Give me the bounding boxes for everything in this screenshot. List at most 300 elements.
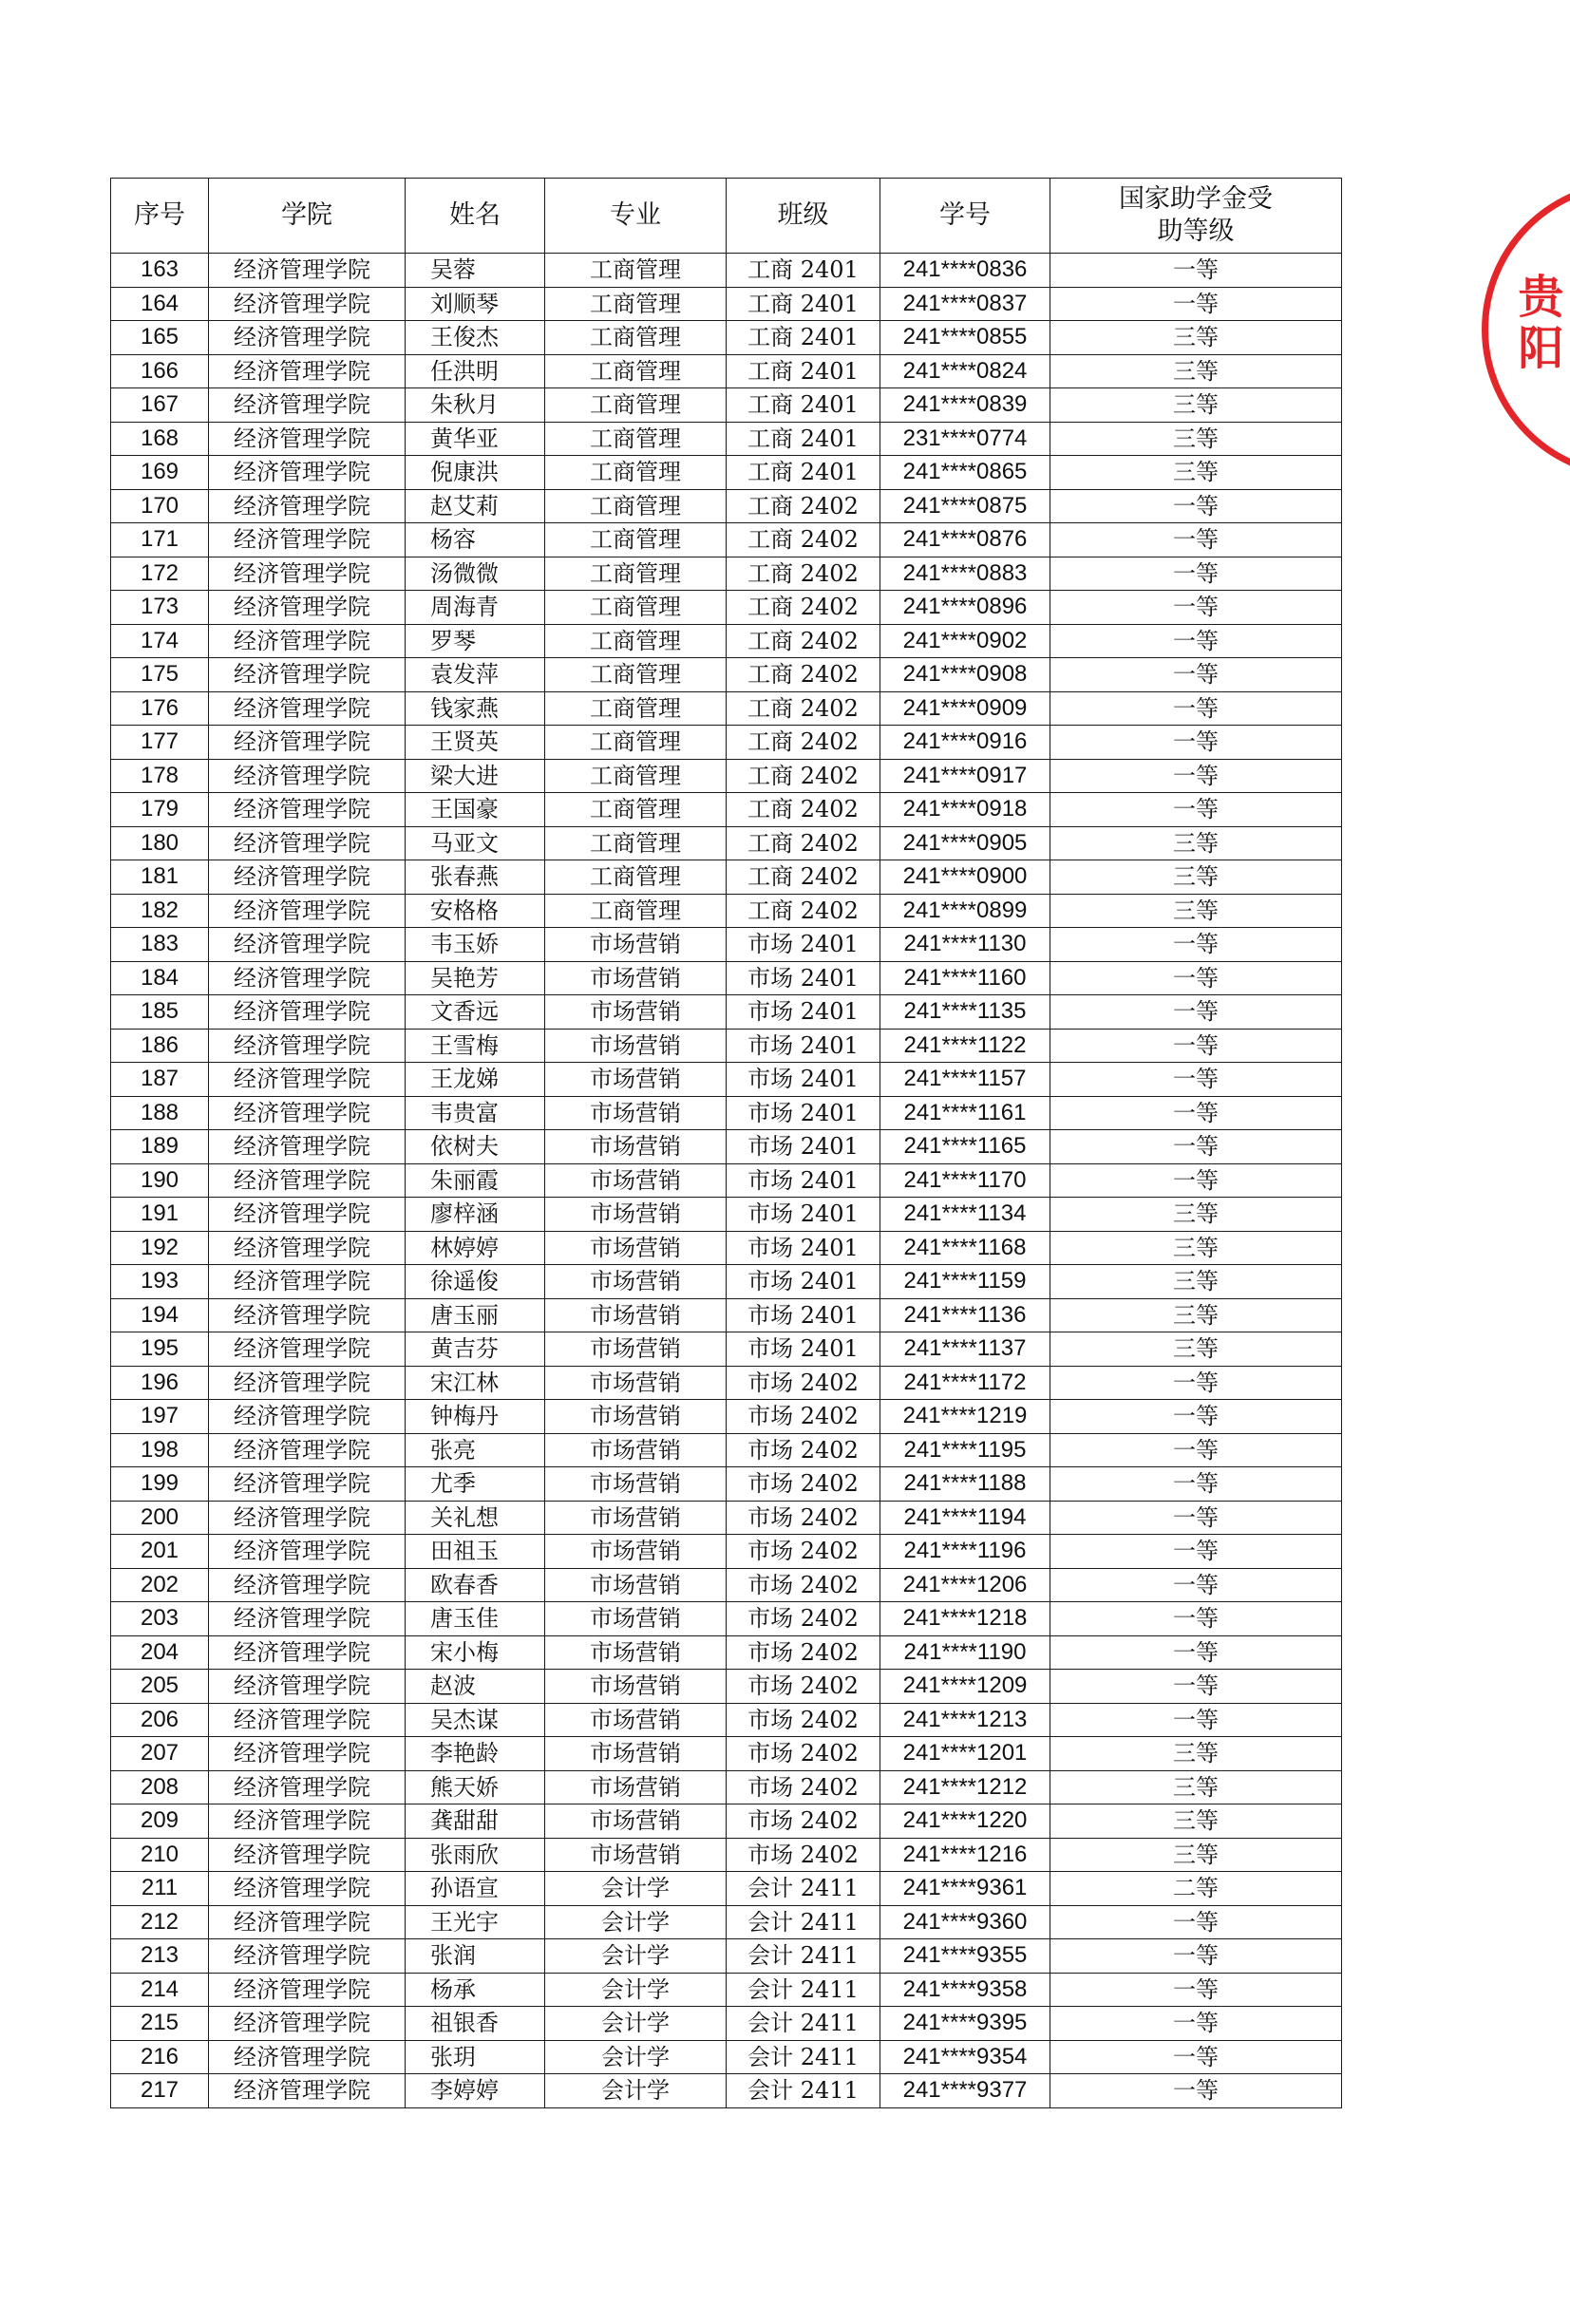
- cell-grant-level: 一等: [1050, 1163, 1342, 1198]
- cell-student-id: 241****0883: [880, 557, 1050, 591]
- header-grant-level: 国家助学金受助等级: [1050, 179, 1342, 254]
- cell-major: 市场营销: [545, 1670, 727, 1704]
- cell-student-id: 241****1168: [880, 1231, 1050, 1265]
- cell-major: 市场营销: [545, 1568, 727, 1602]
- cell-name: 朱丽霞: [406, 1163, 545, 1198]
- cell-index: 170: [111, 489, 209, 523]
- cell-index: 214: [111, 1973, 209, 2007]
- table-row: [111, 1973, 1342, 2007]
- cell-grant-level: 一等: [1050, 591, 1342, 625]
- cell-grant-level: 一等: [1050, 1400, 1342, 1434]
- cell-class: 市场 2401: [727, 961, 880, 995]
- cell-student-id: 241****1194: [880, 1501, 1050, 1535]
- cell-grant-level: 一等: [1050, 1130, 1342, 1164]
- cell-name: 罗琴: [406, 624, 545, 658]
- table-row: [111, 1501, 1342, 1535]
- cell-class: 工商 2401: [727, 321, 880, 355]
- cell-college: 经济管理学院: [209, 1231, 406, 1265]
- table-row: [111, 1231, 1342, 1265]
- cell-major: 工商管理: [545, 321, 727, 355]
- cell-index: 175: [111, 658, 209, 692]
- cell-name: 廖梓涵: [406, 1198, 545, 1232]
- cell-index: 208: [111, 1770, 209, 1804]
- cell-major: 工商管理: [545, 489, 727, 523]
- cell-grant-level: 一等: [1050, 2040, 1342, 2074]
- cell-major: 工商管理: [545, 422, 727, 456]
- cell-grant-level: 二等: [1050, 1872, 1342, 1906]
- cell-name: 钟梅丹: [406, 1400, 545, 1434]
- cell-student-id: 241****1206: [880, 1568, 1050, 1602]
- cell-index: 192: [111, 1231, 209, 1265]
- cell-student-id: 241****1161: [880, 1096, 1050, 1130]
- cell-grant-level: 一等: [1050, 1568, 1342, 1602]
- table-row: [111, 1298, 1342, 1332]
- cell-index: 212: [111, 1905, 209, 1939]
- cell-name: 徐遥俊: [406, 1265, 545, 1299]
- cell-student-id: 241****0905: [880, 826, 1050, 860]
- cell-grant-level: 一等: [1050, 1670, 1342, 1704]
- cell-major: 工商管理: [545, 860, 727, 895]
- cell-index: 166: [111, 354, 209, 388]
- cell-class: 市场 2402: [727, 1467, 880, 1502]
- cell-major: 工商管理: [545, 456, 727, 490]
- cell-student-id: 241****1122: [880, 1029, 1050, 1063]
- cell-index: 165: [111, 321, 209, 355]
- cell-college: 经济管理学院: [209, 1838, 406, 1872]
- cell-college: 经济管理学院: [209, 1198, 406, 1232]
- cell-class: 市场 2401: [727, 1265, 880, 1299]
- cell-name: 张润: [406, 1939, 545, 1974]
- cell-class: 工商 2401: [727, 354, 880, 388]
- cell-student-id: 241****0900: [880, 860, 1050, 895]
- cell-college: 经济管理学院: [209, 1163, 406, 1198]
- cell-index: 205: [111, 1670, 209, 1704]
- cell-college: 经济管理学院: [209, 624, 406, 658]
- cell-index: 174: [111, 624, 209, 658]
- cell-student-id: 231****0774: [880, 422, 1050, 456]
- cell-college: 经济管理学院: [209, 287, 406, 321]
- cell-major: 市场营销: [545, 1130, 727, 1164]
- cell-major: 工商管理: [545, 388, 727, 423]
- cell-class: 市场 2402: [727, 1366, 880, 1400]
- cell-student-id: 241****0875: [880, 489, 1050, 523]
- cell-college: 经济管理学院: [209, 1939, 406, 1974]
- header-name: 姓名: [406, 179, 545, 254]
- cell-grant-level: 一等: [1050, 691, 1342, 726]
- cell-major: 工商管理: [545, 557, 727, 591]
- cell-index: 209: [111, 1804, 209, 1839]
- cell-class: 市场 2401: [727, 1029, 880, 1063]
- cell-student-id: 241****1219: [880, 1400, 1050, 1434]
- header-index: 序号: [111, 179, 209, 254]
- cell-college: 经济管理学院: [209, 1973, 406, 2007]
- cell-student-id: 241****1160: [880, 961, 1050, 995]
- cell-name: 唐玉丽: [406, 1298, 545, 1332]
- cell-college: 经济管理学院: [209, 1770, 406, 1804]
- cell-student-id: 241****1134: [880, 1198, 1050, 1232]
- cell-college: 经济管理学院: [209, 254, 406, 288]
- cell-major: 市场营销: [545, 1602, 727, 1636]
- cell-major: 市场营销: [545, 1501, 727, 1535]
- header-class: 班级: [727, 179, 880, 254]
- table-row: [111, 1939, 1342, 1974]
- cell-index: 179: [111, 793, 209, 827]
- cell-class: 市场 2401: [727, 1063, 880, 1097]
- table-row: [111, 928, 1342, 962]
- cell-major: 市场营销: [545, 1737, 727, 1771]
- cell-name: 祖银香: [406, 2007, 545, 2041]
- cell-class: 会计 2411: [727, 1872, 880, 1906]
- table-row: [111, 591, 1342, 625]
- cell-class: 工商 2402: [727, 591, 880, 625]
- cell-major: 市场营销: [545, 1804, 727, 1839]
- table-row: [111, 726, 1342, 760]
- cell-student-id: 241****0916: [880, 726, 1050, 760]
- cell-college: 经济管理学院: [209, 1703, 406, 1737]
- cell-name: 龚甜甜: [406, 1804, 545, 1839]
- cell-college: 经济管理学院: [209, 928, 406, 962]
- cell-major: 工商管理: [545, 287, 727, 321]
- table-body: [111, 254, 1342, 2108]
- cell-student-id: 241****1172: [880, 1366, 1050, 1400]
- cell-class: 工商 2402: [727, 894, 880, 928]
- cell-college: 经济管理学院: [209, 961, 406, 995]
- cell-name: 林婷婷: [406, 1231, 545, 1265]
- cell-name: 吴杰谋: [406, 1703, 545, 1737]
- cell-major: 市场营销: [545, 1366, 727, 1400]
- cell-grant-level: 一等: [1050, 1703, 1342, 1737]
- cell-index: 167: [111, 388, 209, 423]
- cell-grant-level: 一等: [1050, 1905, 1342, 1939]
- cell-class: 市场 2402: [727, 1804, 880, 1839]
- cell-class: 工商 2402: [727, 826, 880, 860]
- cell-index: 182: [111, 894, 209, 928]
- cell-major: 市场营销: [545, 1535, 727, 1569]
- table-row: [111, 961, 1342, 995]
- cell-student-id: 241****1220: [880, 1804, 1050, 1839]
- table-row: [111, 523, 1342, 557]
- cell-student-id: 241****9358: [880, 1973, 1050, 2007]
- cell-grant-level: 一等: [1050, 1096, 1342, 1130]
- table-row: [111, 2040, 1342, 2074]
- cell-name: 杨容: [406, 523, 545, 557]
- cell-student-id: 241****1157: [880, 1063, 1050, 1097]
- cell-student-id: 241****1135: [880, 995, 1050, 1030]
- table-row: [111, 254, 1342, 288]
- cell-student-id: 241****9361: [880, 1872, 1050, 1906]
- cell-index: 177: [111, 726, 209, 760]
- cell-major: 工商管理: [545, 726, 727, 760]
- cell-major: 市场营销: [545, 1770, 727, 1804]
- table-row: [111, 1130, 1342, 1164]
- cell-grant-level: 三等: [1050, 1298, 1342, 1332]
- cell-name: 赵波: [406, 1670, 545, 1704]
- cell-name: 田祖玉: [406, 1535, 545, 1569]
- cell-name: 刘顺琴: [406, 287, 545, 321]
- cell-grant-level: 三等: [1050, 1265, 1342, 1299]
- cell-name: 汤微微: [406, 557, 545, 591]
- cell-class: 工商 2402: [727, 523, 880, 557]
- cell-student-id: 241****1188: [880, 1467, 1050, 1502]
- cell-name: 文香远: [406, 995, 545, 1030]
- cell-college: 经济管理学院: [209, 1029, 406, 1063]
- cell-index: 186: [111, 1029, 209, 1063]
- cell-college: 经济管理学院: [209, 489, 406, 523]
- table-row: [111, 1838, 1342, 1872]
- cell-class: 市场 2402: [727, 1400, 880, 1434]
- cell-college: 经济管理学院: [209, 2040, 406, 2074]
- cell-college: 经济管理学院: [209, 726, 406, 760]
- cell-student-id: 241****0899: [880, 894, 1050, 928]
- cell-class: 市场 2401: [727, 1231, 880, 1265]
- cell-grant-level: 一等: [1050, 1467, 1342, 1502]
- cell-major: 工商管理: [545, 523, 727, 557]
- cell-class: 工商 2402: [727, 624, 880, 658]
- cell-name: 唐玉佳: [406, 1602, 545, 1636]
- cell-college: 经济管理学院: [209, 388, 406, 423]
- cell-name: 宋江林: [406, 1366, 545, 1400]
- cell-major: 市场营销: [545, 1029, 727, 1063]
- cell-grant-level: 三等: [1050, 1770, 1342, 1804]
- cell-grant-level: 一等: [1050, 1433, 1342, 1467]
- official-seal: [1482, 180, 1570, 479]
- cell-index: 176: [111, 691, 209, 726]
- cell-major: 工商管理: [545, 759, 727, 793]
- cell-student-id: 241****0836: [880, 254, 1050, 288]
- cell-student-id: 241****1137: [880, 1332, 1050, 1367]
- cell-college: 经济管理学院: [209, 523, 406, 557]
- cell-name: 熊天娇: [406, 1770, 545, 1804]
- cell-name: 马亚文: [406, 826, 545, 860]
- table-row: [111, 1096, 1342, 1130]
- cell-major: 工商管理: [545, 624, 727, 658]
- header-student-id: 学号: [880, 179, 1050, 254]
- cell-grant-level: 三等: [1050, 1231, 1342, 1265]
- cell-grant-level: 一等: [1050, 1535, 1342, 1569]
- cell-index: 206: [111, 1703, 209, 1737]
- cell-major: 工商管理: [545, 691, 727, 726]
- cell-index: 169: [111, 456, 209, 490]
- cell-name: 吴艳芳: [406, 961, 545, 995]
- cell-college: 经济管理学院: [209, 422, 406, 456]
- cell-student-id: 241****0839: [880, 388, 1050, 423]
- cell-index: 178: [111, 759, 209, 793]
- cell-major: 会计学: [545, 1973, 727, 2007]
- cell-grant-level: 一等: [1050, 928, 1342, 962]
- cell-index: 190: [111, 1163, 209, 1198]
- cell-index: 195: [111, 1332, 209, 1367]
- cell-student-id: 241****0902: [880, 624, 1050, 658]
- scholarship-table: [110, 178, 1342, 2108]
- cell-college: 经济管理学院: [209, 995, 406, 1030]
- cell-index: 216: [111, 2040, 209, 2074]
- cell-index: 187: [111, 1063, 209, 1097]
- cell-name: 吴蓉: [406, 254, 545, 288]
- cell-college: 经济管理学院: [209, 1130, 406, 1164]
- cell-name: 安格格: [406, 894, 545, 928]
- cell-college: 经济管理学院: [209, 658, 406, 692]
- cell-college: 经济管理学院: [209, 321, 406, 355]
- cell-major: 市场营销: [545, 1163, 727, 1198]
- cell-grant-level: 一等: [1050, 1602, 1342, 1636]
- cell-student-id: 241****9360: [880, 1905, 1050, 1939]
- cell-student-id: 241****0855: [880, 321, 1050, 355]
- cell-college: 经济管理学院: [209, 1905, 406, 1939]
- cell-name: 王龙娣: [406, 1063, 545, 1097]
- table-row: [111, 1366, 1342, 1400]
- cell-grant-level: 三等: [1050, 1198, 1342, 1232]
- cell-student-id: 241****1159: [880, 1265, 1050, 1299]
- cell-grant-level: 一等: [1050, 557, 1342, 591]
- cell-grant-level: 一等: [1050, 793, 1342, 827]
- cell-college: 经济管理学院: [209, 1467, 406, 1502]
- cell-student-id: 241****1212: [880, 1770, 1050, 1804]
- cell-major: 市场营销: [545, 1063, 727, 1097]
- table-row: [111, 894, 1342, 928]
- cell-major: 市场营销: [545, 928, 727, 962]
- cell-class: 市场 2402: [727, 1602, 880, 1636]
- table-row: [111, 1737, 1342, 1771]
- cell-class: 工商 2401: [727, 287, 880, 321]
- cell-grant-level: 一等: [1050, 624, 1342, 658]
- cell-major: 市场营销: [545, 1198, 727, 1232]
- cell-college: 经济管理学院: [209, 1670, 406, 1704]
- cell-name: 任洪明: [406, 354, 545, 388]
- table-row: [111, 1198, 1342, 1232]
- cell-name: 李婷婷: [406, 2074, 545, 2108]
- cell-college: 经济管理学院: [209, 826, 406, 860]
- cell-name: 王俊杰: [406, 321, 545, 355]
- cell-grant-level: 三等: [1050, 1737, 1342, 1771]
- cell-major: 市场营销: [545, 1096, 727, 1130]
- table-row: [111, 793, 1342, 827]
- cell-major: 市场营销: [545, 1332, 727, 1367]
- cell-major: 工商管理: [545, 793, 727, 827]
- cell-student-id: 241****1195: [880, 1433, 1050, 1467]
- table-row: [111, 1265, 1342, 1299]
- cell-grant-level: 一等: [1050, 1973, 1342, 2007]
- table-row: [111, 1163, 1342, 1198]
- cell-college: 经济管理学院: [209, 1096, 406, 1130]
- cell-grant-level: 一等: [1050, 2074, 1342, 2108]
- cell-grant-level: 一等: [1050, 995, 1342, 1030]
- cell-class: 工商 2402: [727, 726, 880, 760]
- cell-major: 会计学: [545, 2074, 727, 2108]
- cell-name: 李艳龄: [406, 1737, 545, 1771]
- cell-class: 市场 2401: [727, 1163, 880, 1198]
- cell-class: 会计 2411: [727, 1973, 880, 2007]
- cell-name: 王光宇: [406, 1905, 545, 1939]
- table-row: [111, 1905, 1342, 1939]
- cell-class: 会计 2411: [727, 2040, 880, 2074]
- cell-major: 市场营销: [545, 1838, 727, 1872]
- cell-class: 工商 2401: [727, 254, 880, 288]
- cell-name: 朱秋月: [406, 388, 545, 423]
- cell-college: 经济管理学院: [209, 860, 406, 895]
- cell-class: 市场 2401: [727, 1332, 880, 1367]
- table-row: [111, 624, 1342, 658]
- cell-index: 189: [111, 1130, 209, 1164]
- header-row: [111, 179, 1342, 254]
- cell-student-id: 241****1170: [880, 1163, 1050, 1198]
- cell-index: 203: [111, 1602, 209, 1636]
- cell-class: 会计 2411: [727, 1905, 880, 1939]
- cell-college: 经济管理学院: [209, 1063, 406, 1097]
- cell-index: 207: [111, 1737, 209, 1771]
- cell-student-id: 241****0837: [880, 287, 1050, 321]
- cell-grant-level: 一等: [1050, 1366, 1342, 1400]
- cell-student-id: 241****1136: [880, 1298, 1050, 1332]
- cell-name: 韦贵富: [406, 1096, 545, 1130]
- table-row: [111, 2007, 1342, 2041]
- table-row: [111, 557, 1342, 591]
- cell-index: 210: [111, 1838, 209, 1872]
- cell-class: 会计 2411: [727, 2007, 880, 2041]
- cell-major: 市场营销: [545, 1231, 727, 1265]
- cell-name: 欧春香: [406, 1568, 545, 1602]
- cell-grant-level: 一等: [1050, 489, 1342, 523]
- cell-name: 孙语宣: [406, 1872, 545, 1906]
- cell-student-id: 241****9395: [880, 2007, 1050, 2041]
- table-row: [111, 354, 1342, 388]
- cell-class: 市场 2402: [727, 1568, 880, 1602]
- cell-index: 184: [111, 961, 209, 995]
- cell-college: 经济管理学院: [209, 1433, 406, 1467]
- cell-name: 周海青: [406, 591, 545, 625]
- cell-college: 经济管理学院: [209, 1535, 406, 1569]
- cell-index: 172: [111, 557, 209, 591]
- table-row: [111, 321, 1342, 355]
- table-row: [111, 1332, 1342, 1367]
- cell-name: 王国豪: [406, 793, 545, 827]
- cell-index: 211: [111, 1872, 209, 1906]
- cell-major: 市场营销: [545, 1265, 727, 1299]
- table-row: [111, 422, 1342, 456]
- cell-class: 工商 2402: [727, 658, 880, 692]
- cell-name: 依树夫: [406, 1130, 545, 1164]
- cell-student-id: 241****0918: [880, 793, 1050, 827]
- cell-grant-level: 一等: [1050, 1635, 1342, 1670]
- cell-student-id: 241****9354: [880, 2040, 1050, 2074]
- cell-grant-level: 一等: [1050, 2007, 1342, 2041]
- cell-index: 183: [111, 928, 209, 962]
- cell-name: 黄华亚: [406, 422, 545, 456]
- cell-student-id: 241****0876: [880, 523, 1050, 557]
- table-row: [111, 1670, 1342, 1704]
- table-row: [111, 860, 1342, 895]
- cell-college: 经济管理学院: [209, 557, 406, 591]
- cell-college: 经济管理学院: [209, 2007, 406, 2041]
- cell-index: 199: [111, 1467, 209, 1502]
- cell-name: 尤季: [406, 1467, 545, 1502]
- cell-major: 市场营销: [545, 1400, 727, 1434]
- cell-student-id: 241****1196: [880, 1535, 1050, 1569]
- cell-student-id: 241****1165: [880, 1130, 1050, 1164]
- cell-index: 213: [111, 1939, 209, 1974]
- cell-class: 市场 2402: [727, 1501, 880, 1535]
- cell-index: 202: [111, 1568, 209, 1602]
- cell-college: 经济管理学院: [209, 1804, 406, 1839]
- cell-grant-level: 一等: [1050, 1063, 1342, 1097]
- cell-major: 会计学: [545, 1872, 727, 1906]
- table-row: [111, 691, 1342, 726]
- cell-college: 经济管理学院: [209, 691, 406, 726]
- table-row: [111, 1467, 1342, 1502]
- cell-name: 宋小梅: [406, 1635, 545, 1670]
- cell-college: 经济管理学院: [209, 1602, 406, 1636]
- cell-index: 201: [111, 1535, 209, 1569]
- cell-college: 经济管理学院: [209, 1332, 406, 1367]
